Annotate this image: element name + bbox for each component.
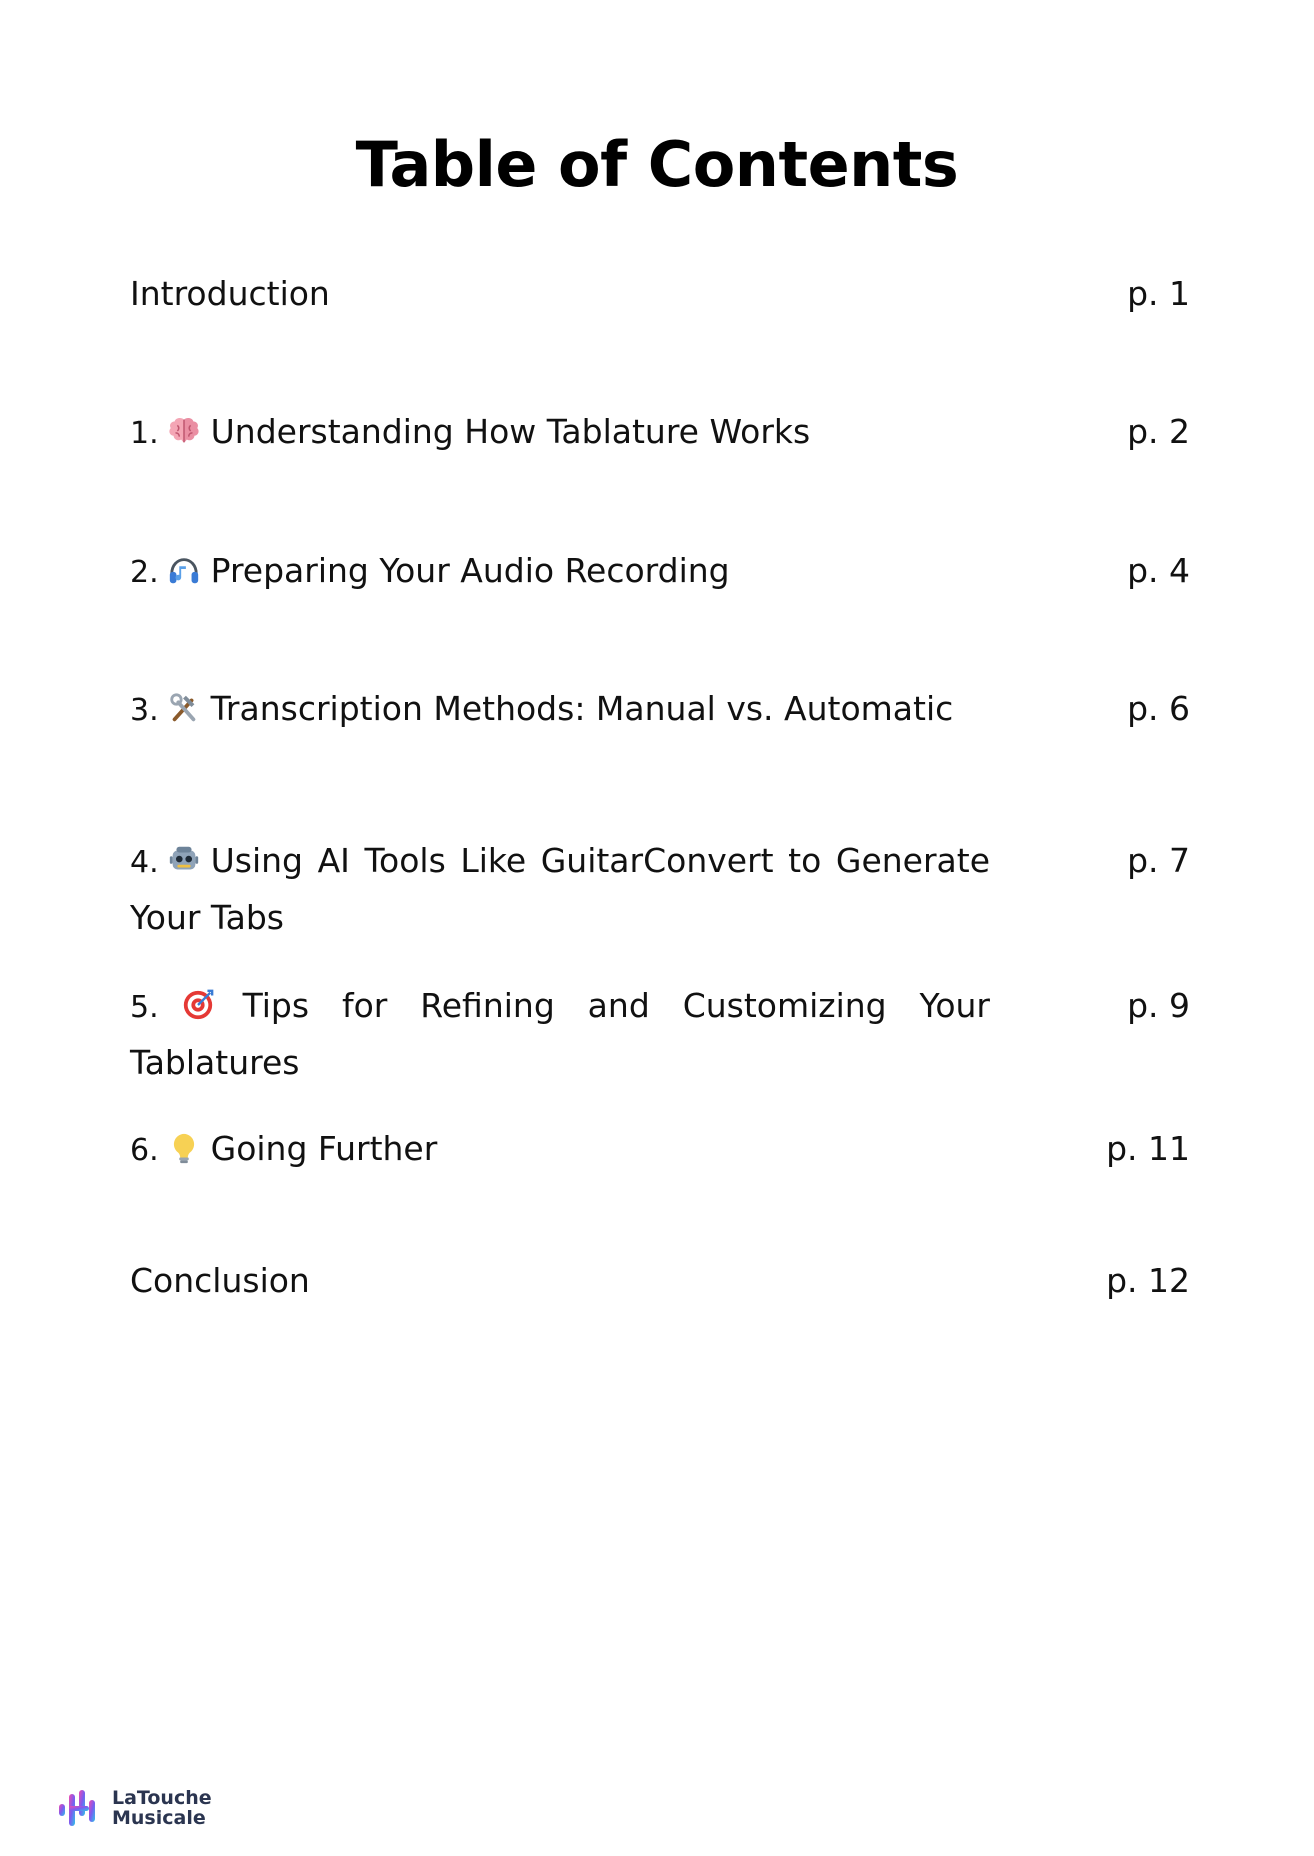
headphones-icon bbox=[167, 553, 201, 587]
toc-entry-label: Preparing Your Audio Recording bbox=[210, 551, 730, 590]
toc-entry-page: p. 11 bbox=[1106, 1129, 1190, 1168]
toc-entry-number: 4. bbox=[130, 845, 159, 880]
toc-entry-page: p. 4 bbox=[1127, 551, 1190, 590]
toc-entry-page: p. 2 bbox=[1127, 412, 1190, 451]
toc-entry-label: Using AI Tools Like GuitarConvert to Generate Your Tabs bbox=[130, 841, 990, 937]
light-bulb-icon bbox=[167, 1131, 201, 1165]
toc-entry-page: p. 6 bbox=[1127, 689, 1190, 728]
brand-logo-icon bbox=[56, 1788, 100, 1830]
toc-entry-page: p. 7 bbox=[1127, 841, 1190, 880]
toc-entry-label: Transcription Methods: Manual vs. Automatic bbox=[210, 689, 954, 728]
footer-logo bbox=[56, 1784, 216, 1834]
toc-entry-label: Understanding How Tablature Works bbox=[210, 412, 811, 451]
toc-entry-number: 2. bbox=[130, 555, 159, 590]
toc-entry-number: 3. bbox=[130, 693, 159, 728]
toc-entry-page: p. 1 bbox=[1127, 274, 1190, 313]
toc-entry-number: 6. bbox=[130, 1133, 159, 1168]
toc-entry-label: Introduction bbox=[130, 274, 330, 313]
page-title: Table of Contents bbox=[355, 128, 959, 201]
brain-icon bbox=[167, 414, 201, 448]
target-icon bbox=[181, 988, 215, 1022]
toc-entry-number: 1. bbox=[130, 416, 159, 451]
toc-entry-label: Tips for Refining and Customizing Your Tablatures bbox=[130, 986, 990, 1082]
toc-entry-page: p. 9 bbox=[1127, 986, 1190, 1025]
toc-entry-label: Going Further bbox=[210, 1129, 438, 1168]
toc-entry-page: p. 12 bbox=[1106, 1261, 1190, 1300]
toc-entry-number: 5. bbox=[130, 990, 159, 1025]
robot-icon bbox=[167, 843, 201, 877]
toc-entry-label: Conclusion bbox=[130, 1261, 310, 1300]
hammer-wrench-icon bbox=[167, 691, 201, 725]
brand-name: LaTouche Musicale bbox=[112, 1787, 212, 1829]
